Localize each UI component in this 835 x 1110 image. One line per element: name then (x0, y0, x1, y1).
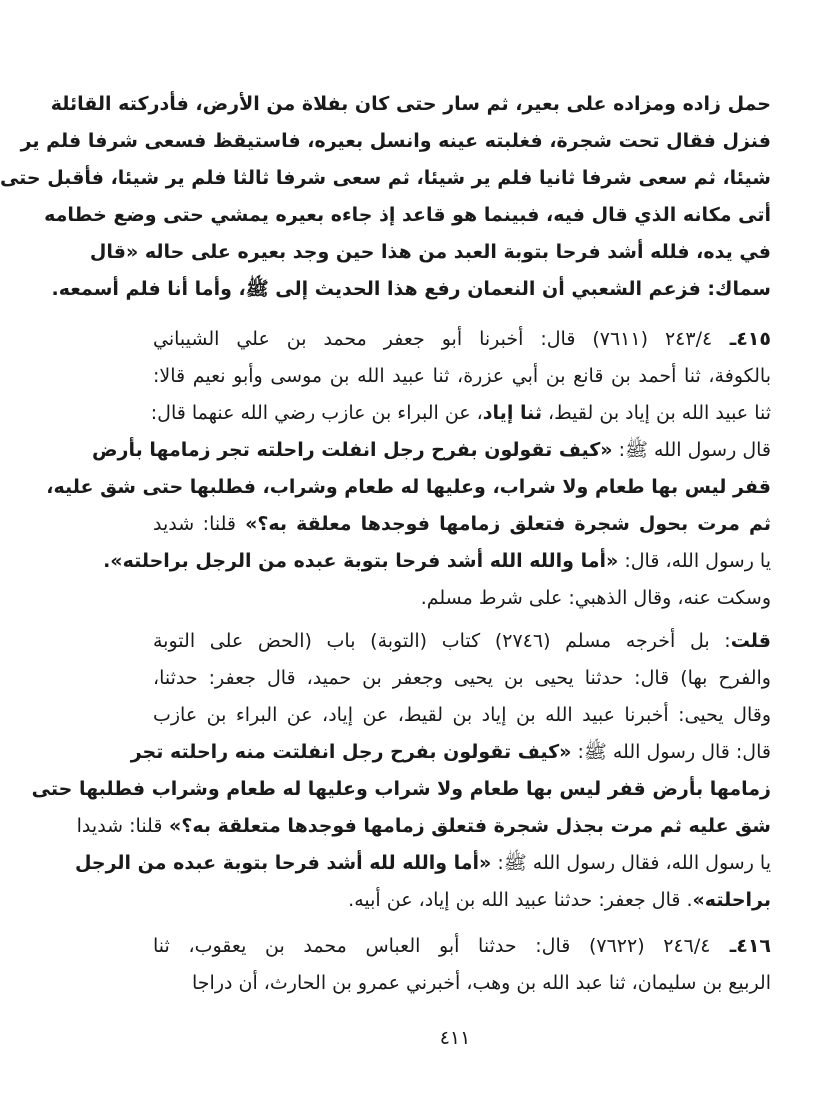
paragraph-hadith-416 (153, 928, 771, 1002)
text-segment: وقال يحيى: أخبرنا عبيد الله بن إياد بن لقيط، عن إياد، عن البراء بن عازب (153, 704, 771, 726)
bold-text-segment: زمامها بأرض قفر ليس بها طعام ولا شراب وعليها له طعام وشراب فطلبها حتى (31, 778, 771, 800)
bold-text-segment: شق عليه ثم مرت بجذل شجرة فتعلق زمامها فوجدها متعلقة به؟» (162, 815, 771, 837)
text-segment: يا رسول الله، قال: (618, 550, 771, 572)
text-line (153, 965, 771, 1002)
bold-text-segment: «كيف تقولون بفرح رجل انفلت راحلته تجر زمامها بأرض (91, 439, 613, 461)
text-segment: والفرح بها) قال: حدثنا يحيى بن يحيى وجعفر بن حميد، قال جعفر: حدثنا، (153, 667, 771, 689)
text-line (153, 660, 771, 697)
paragraph-hadith-continuation (0, 86, 771, 308)
page-number: ٤١١ (439, 1027, 471, 1049)
text-line (153, 506, 771, 543)
text-line (153, 623, 771, 660)
text-line (153, 697, 771, 734)
text-line (91, 432, 771, 469)
text-line (76, 808, 771, 845)
text-segment: ثنا عبيد الله بن إياد بن لقيط، (541, 402, 771, 424)
bold-text-segment: قلت (730, 630, 771, 652)
text-line (46, 469, 771, 506)
text-segment: قلنا: شديد (153, 513, 236, 535)
text-segment: : بل أخرجه مسلم (٢٧٤٦) كتاب (التوبة) باب (الحض على التوبة (153, 630, 731, 652)
text-line (89, 234, 771, 271)
text-segment: ٢٤٣/٤ (٧٦١١) قال: أخبرنا أبو جعفر محمد بن علي الشيباني (153, 328, 713, 350)
text-line (153, 928, 771, 965)
text-segment: قال رسول الله ﷺ: (612, 439, 771, 461)
paragraph-hadith-415 (46, 321, 772, 617)
bold-text-segment: براحلته» (692, 889, 771, 911)
text-line (20, 123, 771, 160)
text-line (103, 543, 771, 580)
bold-text-segment: ثم مرت بحول شجرة فتعلق زمامها فوجدها معلقة به؟» (235, 513, 772, 535)
text-line (74, 845, 771, 882)
bold-text-segment: «أما والله الله أشد فرحا بتوبة عبده من الرجل براحلته». (103, 550, 619, 572)
bold-text-segment: «أما والله لله أشد فرحا بتوبة عبده من الرجل (74, 852, 492, 874)
bold-text-segment: سماك: فزعم الشعبي أن النعمان رفع هذا الحديث إلى ﷺ، وأما أنا فلم أسمعه. (51, 278, 771, 300)
text-line (153, 358, 771, 395)
text-segment: يا رسول الله، فقال رسول الله ﷺ: (491, 852, 771, 874)
text-segment: قال: قال رسول الله ﷺ: (571, 741, 771, 763)
text-line (51, 271, 771, 308)
text-line (150, 395, 771, 432)
text-segment: بالكوفة، ثنا أحمد بن قانع بن أبي عزرة، ثنا عبيد الله بن موسى وأبو نعيم قالا: (153, 365, 771, 387)
text-line (130, 734, 771, 771)
bold-text-segment: شيئا، ثم سعى شرفا ثانيا فلم ير شيئا، ثم سعى شرفا ثالثا فلم ير شيئا، فأقبل حتى (0, 167, 771, 189)
text-segment: قلنا: شديدا (76, 815, 163, 837)
paragraph-commentary (31, 623, 771, 919)
bold-text-segment: حمل زاده ومزاده على بعير، ثم سار حتى كان بفلاة من الأرض، فأدركته القائلة (50, 93, 771, 115)
text-segment: ٢٤٦/٤ (٧٦٢٢) قال: حدثنا أبو العباس محمد بن يعقوب، ثنا (153, 935, 711, 957)
bold-text-segment: ٤١٥ـ (712, 328, 771, 350)
text-line (153, 321, 771, 358)
text-line (44, 197, 771, 234)
text-segment: . قال جعفر: حدثنا عبيد الله بن إياد، عن أبيه. (348, 889, 693, 911)
bold-text-segment: «كيف تقولون بفرح رجل انفلتت منه راحلته تجر (130, 741, 572, 763)
text-line (0, 160, 771, 197)
text-line (153, 580, 771, 617)
bold-text-segment: فنزل فقال تحت شجرة، فغلبته عينه وانسل بعيره، فاستيقظ فسعى شرفا فلم ير (20, 130, 771, 152)
bold-text-segment: ٤١٦ـ (710, 935, 772, 957)
text-segment: ، عن البراء بن عازب رضي الله عنهما قال: (150, 402, 483, 424)
text-line (31, 771, 771, 808)
bold-text-segment: في يده، فلله أشد فرحا بتوبة العبد من هذا حين وجد بعيره على حاله «قال (89, 241, 771, 263)
bold-text-segment: ثنا إياد (482, 402, 542, 424)
text-segment: وسكت عنه، وقال الذهبي: على شرط مسلم. (420, 587, 771, 609)
text-line (50, 86, 771, 123)
bold-text-segment: أتى مكانه الذي قال فيه، فبينما هو قاعد إذ جاءه بعيره يمشي حتى وضع خطامه (44, 204, 771, 226)
text-line (153, 882, 771, 919)
bold-text-segment: قفر ليس بها طعام ولا شراب، وعليها له طعام وشراب، فطلبها حتى شق عليه، (46, 476, 771, 498)
text-segment: الربيع بن سليمان، ثنا عبد الله بن وهب، أخبرني عمرو بن الحارث، أن دراجا (192, 972, 771, 994)
